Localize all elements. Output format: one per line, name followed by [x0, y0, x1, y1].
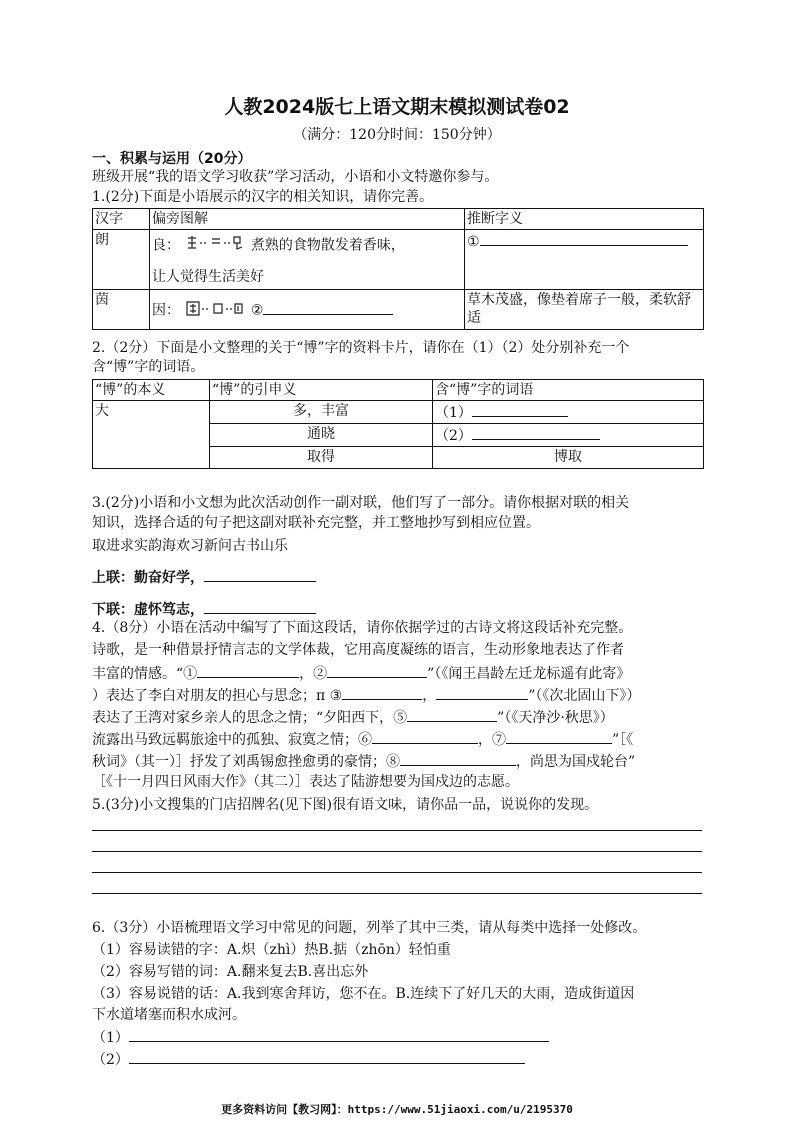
- q2-word-1-label: （1）: [435, 405, 472, 421]
- q2-header-words: 含“博”字的词语: [433, 380, 704, 401]
- q4-blank-3[interactable]: [342, 685, 422, 700]
- q1-header-meaning: 推断字义: [465, 209, 704, 230]
- q3-stem-a: 3.(2分)小语和小文想为此次活动创作一副对联，他们写了一部分。请你根据对联的相关: [92, 495, 630, 511]
- intro-text: 班级开展“我的语文学习收获”学习活动，小语和小文特邀你参与。: [92, 169, 499, 185]
- q1-row1-answer-cell: [465, 230, 704, 290]
- q2-word-2-blank[interactable]: [472, 425, 600, 440]
- q2-stem-a: 2.（2分）下面是小文整理的关于“博”字的资料卡片，请你在（1）（2）处分别补充一个: [92, 340, 630, 356]
- q4-line-3: [92, 663, 630, 683]
- q1-row1-desc-a: 煮熟的食物散发着香味，: [250, 237, 405, 254]
- q6-item-2: （2）容易写错的词：A.翻来复去B.喜出忘外: [92, 964, 369, 980]
- q4-line-3-a: 丰富的情感。“①: [92, 666, 198, 682]
- q4-line-3-c: ”（《闻王昌龄左迁龙标遥有此寄》: [427, 666, 631, 682]
- q2-word-1-blank[interactable]: [472, 402, 568, 417]
- q4-line-6-a: 流露出马致远羁旅途中的孤独、寂寞之情；⑥: [92, 732, 372, 748]
- q3-upper-blank[interactable]: [204, 567, 316, 582]
- page-title: 人教2024版七上语文期末模拟测试卷02: [224, 96, 570, 118]
- q2-base-meaning: 大: [93, 401, 210, 469]
- q4-line-3-b: ，②: [299, 666, 328, 682]
- q3-upper-couplet: [92, 567, 316, 587]
- q4-line-4-c: ”（《次北固山下》）: [528, 688, 641, 704]
- q2-extended-1: 多，丰富: [210, 401, 433, 424]
- q4-line-1: 4.（8分）小语在活动中编写了下面这段话，请你依据学过的古诗文将这段话补充完整。: [92, 620, 633, 636]
- q6-answer-2-label: （2）: [92, 1052, 129, 1068]
- q2-word-2-label: （2）: [435, 428, 472, 444]
- q4-line-6-b: ，⑦: [478, 732, 506, 748]
- q4-blank-7[interactable]: [506, 729, 612, 744]
- q1-answer1-mark: ①: [467, 234, 480, 250]
- page-subtitle: （满分：120分时间：150分钟）: [293, 127, 501, 143]
- q1-answer1-blank[interactable]: [480, 231, 688, 246]
- q6-answer-1-blank[interactable]: [129, 1027, 549, 1042]
- q2-extended-3: 取得: [210, 447, 433, 469]
- q1-row1-radical-cell: [150, 230, 465, 290]
- q2-header-extended: “博”的引申义: [210, 380, 433, 401]
- q4-line-5-a: 表达了王湾对家乡亲人的思念之情；“夕阳西下，⑤: [92, 710, 408, 726]
- q4-line-7: [92, 751, 635, 771]
- q2-word-cell-2: [433, 424, 704, 447]
- q5-answer-line-4[interactable]: [92, 893, 702, 894]
- q6-answer-1: [92, 1027, 549, 1047]
- q4-blank-2[interactable]: [327, 663, 427, 678]
- q4-blank-8[interactable]: [400, 751, 516, 766]
- q5-answer-line-2[interactable]: [92, 851, 702, 852]
- q5-answer-line-3[interactable]: [92, 872, 702, 873]
- q1-answer2-mark: ②: [250, 302, 264, 319]
- q3-lower-couplet: [92, 599, 316, 619]
- q1-row2-radical-cell: [150, 290, 465, 330]
- q4-line-5-b: ”（《天净沙·秋思》）: [497, 710, 614, 726]
- q4-line-8: ［《十一月四日风雨大作》（其二）］表达了陆游想要为国戍边的志愿。: [92, 774, 519, 790]
- q4-line-6: [92, 729, 633, 749]
- q5-answer-line-1[interactable]: [92, 830, 702, 831]
- radical-evolution-liang-icon: [184, 235, 246, 256]
- q1-row1-char: 朗: [93, 230, 150, 290]
- q2-table: [92, 379, 704, 469]
- q6-answer-2: [92, 1049, 525, 1069]
- q1-row2-char: 茵: [93, 290, 150, 330]
- q3-lower-label: 下联：虚怀笃志，: [92, 602, 204, 618]
- q6-item-3b: 下水道堵塞而积水成河。: [92, 1007, 246, 1023]
- q6-answer-1-label: （1）: [92, 1030, 129, 1046]
- q1-row2-meaning: 草木茂盛，像垫着席子一般，柔软舒适: [465, 290, 704, 330]
- q4-blank-6[interactable]: [372, 729, 478, 744]
- q1-header-radical: 偏旁图解: [150, 209, 465, 230]
- q1-row2-radical: 因：: [152, 302, 180, 319]
- section-heading: 一、积累与运用（20分）: [92, 151, 252, 167]
- q6-stem: 6.（3分）小语梳理语文学习中常见的问题，列举了其中三类，请从每类中选择一处修改。: [92, 920, 647, 936]
- q6-item-1: （1）容易读错的字：A.炽（zhì）热B.掂（zhōn）轻怕重: [92, 942, 451, 958]
- page-footer: 更多资料访问【教习网】：https://www.51jiaoxi.com/u/2195370: [221, 1103, 573, 1116]
- q3-stem-b: 知识，选择合适的句子把这副对联补充完整，并工整地抄写到相应位置。: [92, 515, 540, 531]
- q5-stem: 5.(3分)小文搜集的门店招牌名(见下图)很有语文味，请你品一品，说说你的发现。: [92, 797, 599, 813]
- q4-line-4-b: ，: [422, 688, 437, 704]
- q1-row1-radical: 良：: [152, 237, 180, 254]
- q1-answer2-blank[interactable]: [263, 300, 393, 315]
- q1-stem: 1.(2分)下面是小语展示的汉字的相关知识，请你完善。: [92, 189, 434, 205]
- q4-line-2: 诗歌，是一种借景抒情言志的文学体裁，它用高度凝练的语言，生动形象地表达了作者: [92, 642, 624, 658]
- q1-header-char: 汉字: [93, 209, 150, 230]
- q4-blank-1[interactable]: [197, 663, 299, 678]
- q3-upper-label: 上联：勤奋好学，: [92, 570, 204, 586]
- q3-lower-blank[interactable]: [204, 599, 316, 614]
- q2-word-3: 博取: [433, 447, 704, 469]
- q4-line-5: [92, 707, 614, 727]
- radical-evolution-yin-icon: [184, 299, 246, 322]
- q4-blank-4[interactable]: [436, 685, 528, 700]
- q3-options: 取进求实韵海欢习新问古书山乐: [92, 538, 288, 554]
- q4-line-4-a: ）表达了李白对朋友的担心与思念；π ③: [92, 688, 343, 704]
- q2-stem-b: 含“博”字的词语。: [92, 359, 205, 375]
- q4-line-7-b: ，尚思为国戍轮台”: [516, 754, 636, 770]
- q6-item-3a: （3）容易说错的话：A.我到寒舍拜访，您不在。B.连续下了好几天的大雨，造成街道因: [92, 986, 635, 1002]
- q6-answer-2-blank[interactable]: [129, 1049, 525, 1064]
- q2-extended-2: 通晓: [210, 424, 433, 447]
- q2-word-cell-1: [433, 401, 704, 424]
- q4-blank-5[interactable]: [407, 707, 497, 722]
- q4-line-6-c: ”［《: [612, 732, 634, 748]
- q1-row1-desc-b: 让人觉得生活美好: [152, 269, 264, 285]
- q1-table: [92, 208, 704, 330]
- q4-line-4: [92, 685, 640, 705]
- q4-line-7-a: 秋词》（其一）］抒发了刘禹锡愈挫愈勇的豪情；⑧: [92, 754, 400, 770]
- q2-header-base: “博”的本义: [93, 380, 210, 401]
